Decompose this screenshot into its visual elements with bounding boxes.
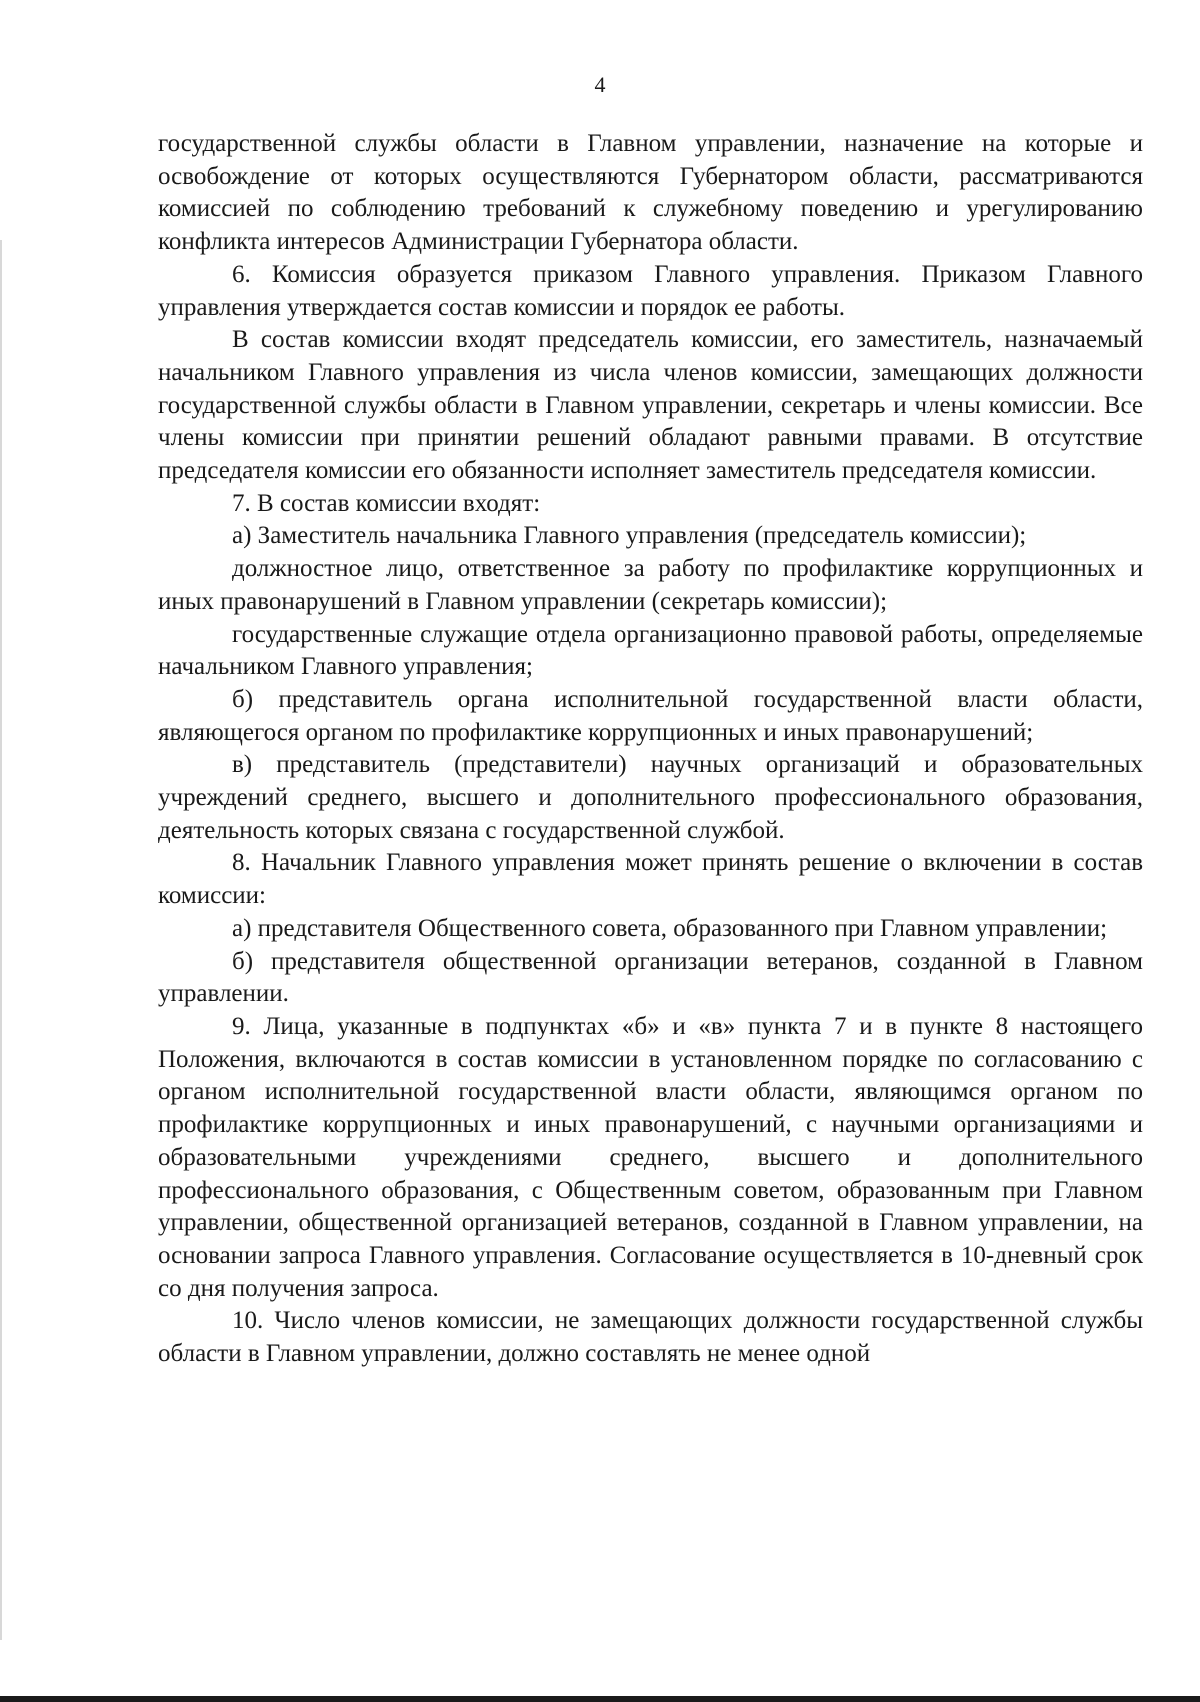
paragraph-item-10: 10. Число членов комиссии, не замещающих должности государственной службы области в Главном управлении, должно составлять не менее одной	[158, 1307, 1143, 1368]
paragraph-item-7v: в) представитель (представители) научных организаций и образовательных учреждений среднего, высшего и дополнительного профессионального образования, деятельность которых связана с государственной службой.	[158, 751, 1143, 844]
page-number: 4	[594, 72, 606, 97]
paragraph-item-7a-servants: государственные служащие отдела организационно правовой работы, определяемые начальником Главного управления;	[158, 620, 1143, 681]
paragraph-item-7b: б) представитель органа исполнительной государственной власти области, являющегося органом по профилактике коррупционных и иных правонарушений;	[158, 685, 1143, 746]
paragraph-commission-composition: В состав комиссии входят председатель комиссии, его заместитель, назначаемый начальником Главного управления из числа членов комиссии, замещающих должности государственной службы области в Главном управлении, секретарь и члены комиссии. Все члены комиссии при принятии решений обладают равными правами. В отсутствие председателя комиссии его обязанности исполняет заместитель председателя комиссии.	[158, 326, 1143, 485]
paragraph-item-9: 9. Лица, указанные в подпунктах «б» и «в» пункта 7 и в пункте 8 настоящего Положения, включаются в состав комиссии в установленном порядке по согласованию с органом исполнительной государственной власти области, являющимся органом по профилактике коррупционных и иных правонарушений, с научными организациями и образовательными учреждениями среднего, высшего и дополнительного профессионального образования, с Общественным советом, образованным при Главном управлении, общественной организацией ветеранов, созданной в Главном управлении, на основании запроса Главного управления. Согласование осуществляется в 10-дневный срок со дня получения запроса.	[158, 1012, 1143, 1302]
document-body	[158, 128, 1143, 1371]
paragraph-item-6: 6. Комиссия образуется приказом Главного управления. Приказом Главного управления утверждается состав комиссии и порядок ее работы.	[158, 260, 1143, 321]
paragraph-item-8: 8. Начальник Главного управления может принять решение о включении в состав комиссии:	[158, 849, 1143, 910]
paragraph-item-7a: а) Заместитель начальника Главного управления (председатель комиссии);	[232, 522, 1027, 550]
paragraph-item-7a-secretary: должностное лицо, ответственное за работу по профилактике коррупционных и иных правонарушений в Главном управлении (секретарь комиссии);	[158, 555, 1143, 615]
scan-bottom-edge	[0, 1696, 1200, 1702]
paragraph-continuation: государственной службы области в Главном управлении, назначение на которые и освобождение от которых осуществляются Губернатором области, рассматриваются комиссией по соблюдению требований к служебному поведению и урегулированию конфликта интересов Администрации Губернатора области.	[158, 130, 1143, 256]
paragraph-item-8a: а) представителя Общественного совета, образованного при Главном управлении;	[232, 914, 1108, 942]
paragraph-item-7: 7. В состав комиссии входят:	[232, 489, 541, 517]
scan-left-edge	[0, 240, 2, 1640]
paragraph-item-8b: б) представителя общественной организации ветеранов, созданной в Главном управлении.	[158, 947, 1143, 1008]
